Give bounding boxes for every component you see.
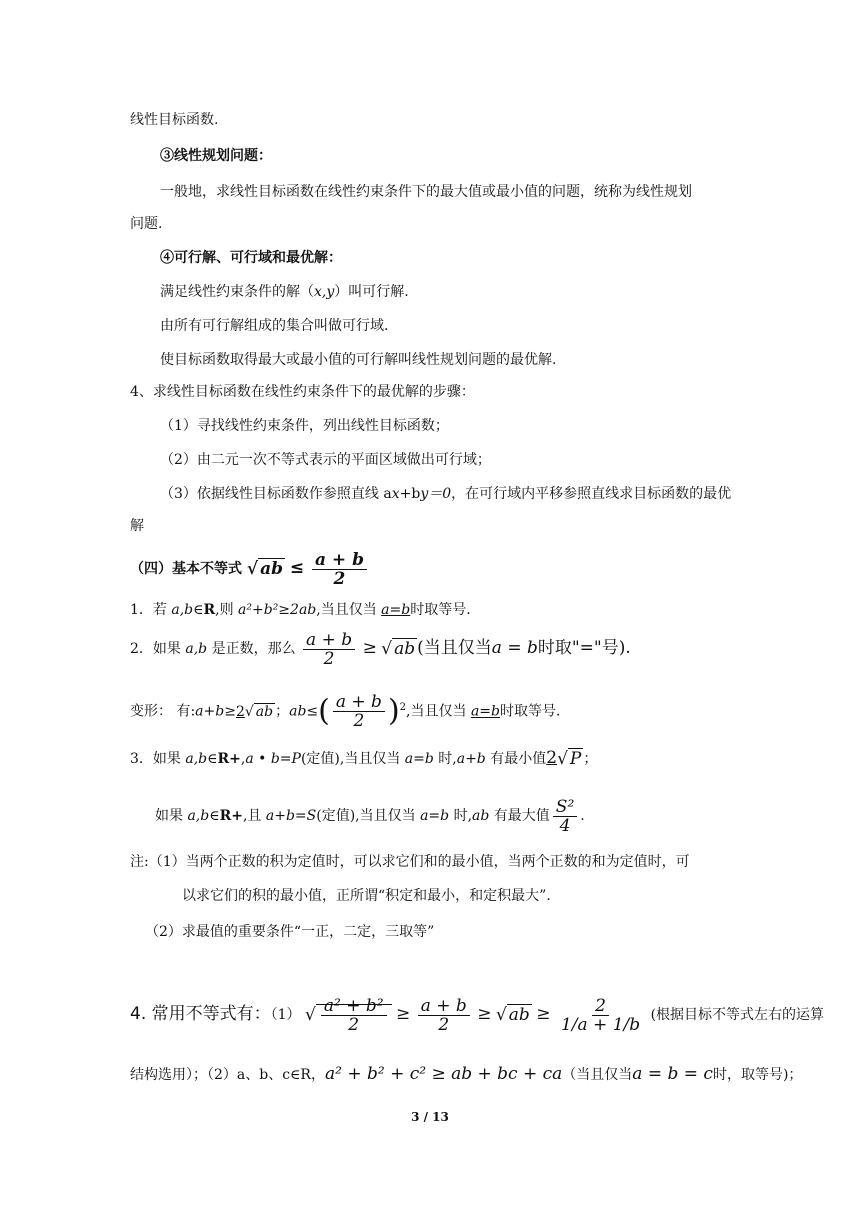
math-expr: a • b=P: [245, 751, 301, 767]
math-expr: [236, 704, 275, 720]
text: ,当且仅当: [316, 602, 382, 618]
math-condition: a = b = c: [632, 1064, 713, 1084]
text: 变形： 有:: [130, 703, 196, 720]
text: ,且: [242, 808, 266, 824]
text: ，在可行域内平移参照直线求目标函数的最优: [451, 486, 732, 502]
paragraph: 一般地，求线性目标函数在线性约束条件下的最大值或最小值的问题，统称为线性规划: [160, 184, 692, 200]
math-expr: a²+b²≥2ab: [238, 602, 317, 618]
numerator: S²: [553, 798, 577, 817]
text: ∈: [209, 808, 220, 824]
section-heading: ③线性规划问题：: [160, 148, 272, 164]
sqrt-expr: √ $\frac{\text{a² + b²}}{2}$: [305, 985, 392, 1045]
text: (当且仅当: [417, 638, 492, 658]
math-var: a,b: [185, 751, 208, 767]
note: （2）求最值的重要条件“一正，二定，三取等”: [145, 924, 435, 940]
math-expr: a² + b² + c² ≥ ab + bc + ca: [324, 1064, 563, 1084]
sqrt-expr: √ ab: [495, 1005, 530, 1025]
radicand: [316, 996, 392, 1035]
fraction: [312, 551, 367, 588]
numerator: a + b: [333, 693, 385, 712]
text: (定值),当且仅当: [300, 751, 405, 767]
math-set: R+: [219, 808, 243, 824]
math-set: R: [203, 602, 216, 618]
math-symbol: ≥: [396, 1004, 411, 1024]
numbered-item: [130, 628, 631, 669]
text: 时,: [433, 751, 457, 767]
math-expr: ab≤: [289, 703, 319, 720]
variant-line: [130, 684, 560, 736]
math-symbol: ≥: [477, 1004, 492, 1024]
math-condition: a=b: [404, 751, 434, 767]
step: （2）由二元一次不等式表示的平面区域做出可行域；: [160, 452, 491, 468]
paren-left: (: [318, 693, 330, 729]
text: 时取等号.: [500, 703, 561, 720]
text: 3．如果: [130, 751, 186, 767]
radicand: ab: [260, 559, 283, 579]
text: 2．如果: [130, 641, 186, 657]
sqrt-expr: √ P: [557, 748, 582, 769]
common-inequalities-cont: [130, 1064, 802, 1085]
text: ,当且仅当: [406, 703, 471, 720]
text: +b: [399, 486, 421, 502]
paragraph: 使目标函数取得最大或最小值的可行解叫线性规划问题的最优解.: [160, 352, 557, 368]
page-number: 3 / 13: [411, 1110, 449, 1124]
paragraph: 问题.: [130, 216, 163, 232]
math-expr: a+b≥: [195, 703, 236, 720]
denominator: 2: [353, 711, 365, 732]
math-var: x,y: [314, 284, 335, 300]
text: 2: [546, 748, 558, 768]
text: (根据目标不等式左右的运算: [650, 1007, 825, 1023]
heading-text: （四）基本不等式: [130, 561, 242, 577]
radicand: ab: [508, 1005, 530, 1025]
denominator: 4: [559, 815, 571, 836]
radicand: ab: [394, 639, 416, 659]
text: 1．若: [130, 602, 172, 618]
text: 满足线性约束条件的解（: [160, 284, 314, 300]
heading-text: 4. 常用不等式有：: [130, 1004, 271, 1024]
fraction: [303, 631, 355, 668]
exponent: 2: [399, 702, 407, 713]
math-var: a,b: [171, 602, 194, 618]
numbered-item: [130, 600, 471, 620]
sqrt-expr: √ ab: [381, 639, 416, 659]
math-var: a,b: [187, 808, 210, 824]
note: 以求它们的积的最小值，正所谓“积定和最小，和定积最大”.: [182, 888, 551, 904]
text: 时取等号.: [410, 602, 471, 618]
text: 如果: [155, 808, 188, 824]
numerator: a + b: [312, 551, 367, 570]
section-heading: [130, 548, 370, 589]
numerator: a² + b²: [321, 997, 387, 1016]
fraction: [321, 997, 387, 1034]
text: 结构选用）；（2）a、b、c∈R，: [130, 1067, 325, 1083]
text: 时取"="号).: [537, 638, 631, 658]
text: ；: [275, 703, 290, 720]
denominator: 2: [333, 568, 346, 589]
text: 有最大值: [489, 808, 550, 824]
text: .: [580, 808, 585, 824]
sqrt-expr: √ ab: [246, 559, 283, 579]
math-expr: a+b=S: [265, 808, 317, 824]
fraction: [553, 798, 577, 835]
text: (定值),当且仅当: [316, 808, 421, 824]
paragraph: 由所有可行解组成的集合叫做可行域.: [160, 318, 389, 334]
paragraph: [160, 282, 409, 302]
common-inequalities: [130, 984, 824, 1045]
denominator: 1/a + 1/b: [560, 1014, 641, 1035]
text: 2: [235, 703, 245, 720]
math-symbol: ≤: [289, 558, 305, 578]
math-expr: a+b: [456, 751, 486, 767]
fraction: [418, 997, 470, 1034]
sqrt-expr: √ ab: [244, 703, 274, 720]
fraction: [333, 693, 385, 730]
text: （当且仅当: [562, 1067, 633, 1083]
numerator: a + b: [303, 631, 355, 650]
text: （3）依据线性目标函数作参照直线 a: [160, 486, 392, 502]
text: 是正数，那么: [207, 641, 296, 657]
section-heading: ④可行解、可行域和最优解：: [160, 250, 342, 266]
math-symbol: ≥: [536, 1004, 551, 1024]
numerator: 2: [592, 997, 609, 1016]
math-set: R+: [217, 751, 241, 767]
section-heading: 4、求线性目标函数在线性约束条件下的最优解的步骤：: [130, 384, 475, 400]
math-var: x: [391, 486, 400, 502]
text: 有最小值: [485, 751, 547, 767]
paren-right: ): [387, 693, 400, 729]
math-condition: a=b: [470, 703, 500, 720]
text: ∈: [207, 751, 218, 767]
text-line: 解: [130, 518, 144, 534]
step: （1）寻找线性约束条件，列出线性目标函数；: [160, 418, 449, 434]
math-var: a,b: [185, 641, 208, 657]
note: 注:（1）当两个正数的积为定值时，可以求它们和的最小值，当两个正数的和为定值时，可: [130, 854, 690, 870]
numerator: a + b: [418, 997, 470, 1016]
text: ；: [583, 751, 598, 767]
denominator: 2: [348, 1015, 360, 1035]
math-symbol: ≥: [362, 638, 377, 658]
math-condition: a = b: [491, 638, 538, 658]
text: ,: [240, 751, 246, 767]
text-line: 线性目标函数.: [130, 112, 219, 128]
numbered-item-cont: [155, 796, 585, 836]
radicand: ab: [255, 703, 274, 720]
math-var: ab: [472, 808, 490, 824]
text: ,则: [215, 602, 239, 618]
fraction: [558, 997, 643, 1034]
text: ∈: [193, 602, 204, 618]
math-var: y: [420, 486, 429, 502]
radicand: P: [569, 748, 582, 769]
denominator: 2: [323, 648, 335, 669]
numbered-item: [130, 748, 597, 769]
text: （1）: [270, 1007, 301, 1023]
step: [160, 484, 731, 504]
math-condition: a=b: [381, 602, 411, 618]
math-condition: a=b: [420, 808, 450, 824]
math-var: ＝0: [428, 486, 452, 502]
math-expr: [546, 748, 583, 768]
text: 时，取等号)；: [712, 1067, 803, 1083]
text: ）叫可行解.: [334, 284, 409, 300]
text: 时,: [449, 808, 473, 824]
denominator: 2: [438, 1014, 450, 1035]
